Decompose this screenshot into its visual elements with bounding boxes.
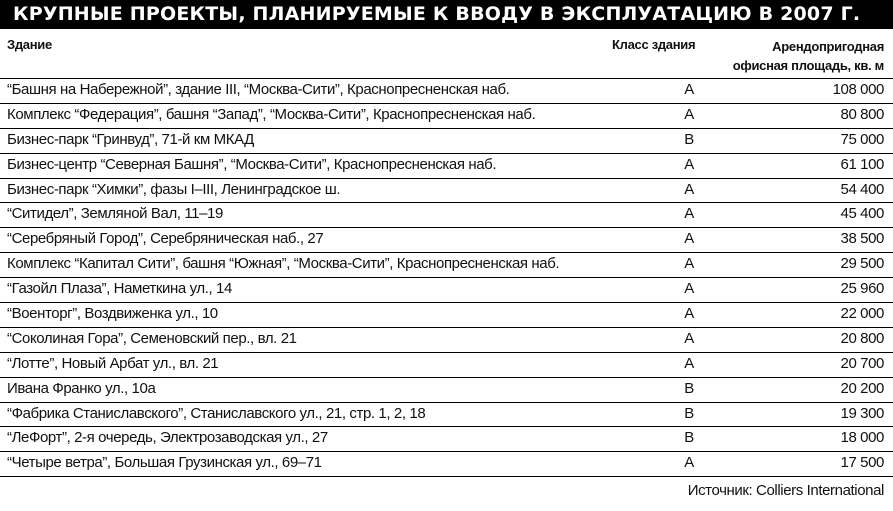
table-row bbox=[0, 278, 893, 303]
table-row bbox=[0, 203, 893, 228]
class-cell: B bbox=[684, 429, 694, 447]
area-cell: 20 800 bbox=[840, 329, 884, 347]
table-row bbox=[0, 353, 893, 378]
building-cell: Бизнес-парк “Химки”, фазы I–III, Ленинградское ш. bbox=[7, 180, 341, 198]
area-cell: 61 100 bbox=[840, 155, 884, 173]
building-cell: “Фабрика Станиславского”, Станиславского ул., 21, стр. 1, 2, 18 bbox=[7, 404, 426, 422]
area-cell: 20 700 bbox=[840, 354, 884, 372]
class-cell: A bbox=[684, 280, 694, 298]
class-cell: A bbox=[684, 155, 694, 173]
area-cell: 20 200 bbox=[840, 379, 884, 397]
area-cell: 108 000 bbox=[832, 81, 884, 98]
class-cell: A bbox=[684, 454, 694, 472]
building-cell: Комплекс “Федерация”, башня “Запад”, “Москва-Сити”, Краснопресненская наб. bbox=[7, 105, 536, 123]
table-row bbox=[0, 228, 893, 253]
class-cell: B bbox=[684, 379, 694, 397]
class-cell: B bbox=[684, 404, 694, 422]
column-header-area-line2: офисная площадь, кв. м bbox=[732, 58, 884, 73]
area-cell: 80 800 bbox=[840, 105, 884, 123]
area-cell: 19 300 bbox=[840, 404, 884, 422]
table-row bbox=[0, 403, 893, 428]
area-cell: 29 500 bbox=[840, 255, 884, 273]
table-title: КРУПНЫЕ ПРОЕКТЫ, ПЛАНИРУЕМЫЕ К ВВОДУ В ЭКСПЛУАТАЦИЮ В 2007 Г. bbox=[0, 0, 893, 29]
class-cell: A bbox=[684, 180, 694, 198]
class-cell: B bbox=[684, 130, 694, 148]
building-cell: Бизнес-парк “Гринвуд”, 71-й км МКАД bbox=[7, 130, 254, 148]
building-cell: “Серебряный Город”, Серебряническая наб., 27 bbox=[7, 230, 324, 248]
building-cell: “Башня на Набережной”, здание III, “Москва-Сити”, Краснопресненская наб. bbox=[7, 81, 510, 98]
source-note: Источник: Colliers International bbox=[687, 482, 884, 499]
table-row bbox=[0, 179, 893, 204]
area-cell: 18 000 bbox=[840, 429, 884, 447]
column-header-building: Здание bbox=[7, 37, 52, 52]
building-cell: “Ситидел”, Земляной Вал, 11–19 bbox=[7, 205, 223, 223]
area-cell: 38 500 bbox=[840, 230, 884, 248]
class-cell: A bbox=[684, 205, 694, 223]
projects-table bbox=[0, 78, 893, 477]
table-row bbox=[0, 104, 893, 129]
class-cell: A bbox=[684, 230, 694, 248]
area-cell: 45 400 bbox=[840, 205, 884, 223]
area-cell: 54 400 bbox=[840, 180, 884, 198]
class-cell: A bbox=[684, 354, 694, 372]
table-row bbox=[0, 79, 893, 104]
column-header-area-line1: Арендопригодная bbox=[772, 39, 884, 54]
building-cell: “ЛеФорт”, 2-я очередь, Электрозаводская ул., 27 bbox=[7, 429, 328, 447]
building-cell: Бизнес-центр “Северная Башня”, “Москва-Сити”, Краснопресненская наб. bbox=[7, 155, 497, 173]
area-cell: 25 960 bbox=[840, 280, 884, 298]
column-header-area bbox=[733, 37, 884, 75]
table-row bbox=[0, 253, 893, 278]
table-row bbox=[0, 427, 893, 452]
table-row bbox=[0, 378, 893, 403]
class-cell: A bbox=[684, 255, 694, 273]
class-cell: A bbox=[684, 105, 694, 123]
building-cell: Комплекс “Капитал Сити”, башня “Южная”, “Москва-Сити”, Краснопресненская наб. bbox=[7, 255, 560, 273]
area-cell: 17 500 bbox=[840, 454, 884, 472]
building-cell: “Военторг”, Воздвиженка ул., 10 bbox=[7, 305, 218, 323]
class-cell: A bbox=[684, 305, 694, 323]
table-row bbox=[0, 303, 893, 328]
building-cell: “Соколиная Гора”, Семеновский пер., вл. 21 bbox=[7, 329, 297, 347]
column-header-class: Класс здания bbox=[612, 37, 696, 52]
table-row bbox=[0, 129, 893, 154]
area-cell: 75 000 bbox=[840, 130, 884, 148]
table-row bbox=[0, 328, 893, 353]
area-cell: 22 000 bbox=[840, 305, 884, 323]
building-cell: “Лотте”, Новый Арбат ул., вл. 21 bbox=[7, 354, 219, 372]
building-cell: Ивана Франко ул., 10а bbox=[7, 379, 156, 397]
building-cell: “Четыре ветра”, Большая Грузинская ул., 69–71 bbox=[7, 454, 322, 472]
table-row bbox=[0, 154, 893, 179]
class-cell: A bbox=[684, 329, 694, 347]
table-row bbox=[0, 452, 893, 477]
building-cell: “Газойл Плаза”, Наметкина ул., 14 bbox=[7, 280, 232, 298]
class-cell: A bbox=[684, 81, 694, 98]
